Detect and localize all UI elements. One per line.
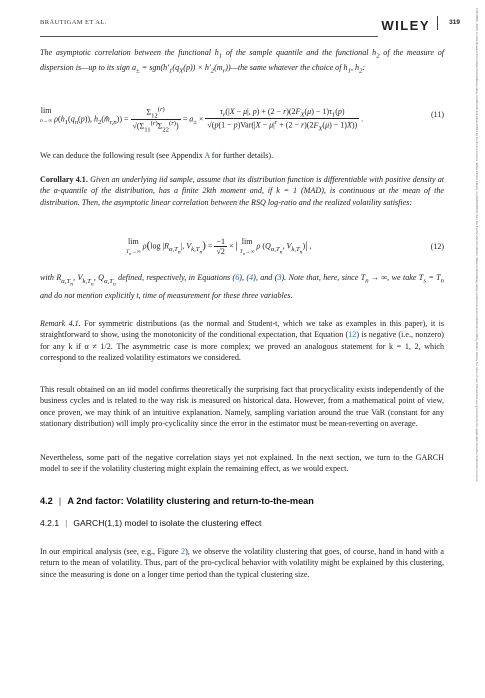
header-rule bbox=[40, 36, 378, 37]
corollary-text: Given an underlying iid sample, assume that its distribution function is differentiable with positive density at the α-quantile of the distribution, has a finite 2kth moment and, if k = 1 (MAD), is continuous at the mean of the distribution. Then, the asymptotic linear correlation between the RSQ log-ratio and the realized volatility satisfies: bbox=[40, 175, 445, 207]
intro-paragraph: The asymptotic correlation between the functional $h_1$ of the sample quantile and the functional $h_2$ of the measure of dispersion is—up to its sign $a_\pm = sgn(h'_1(q_X(p))$ × $h'_2(m_r))—the$ same whatever the choice of $h_1$, $h_2$: bbox=[40, 48, 444, 75]
equation-ref-6[interactable]: 6 bbox=[235, 273, 240, 282]
appendix-link[interactable]: A bbox=[204, 151, 210, 160]
equation-ref-3[interactable]: 3 bbox=[277, 273, 282, 282]
paragraph-empirical-analysis: In our empirical analysis (see, e.g., Figure 2), we observe the volatility clustering that goes, of course, hand in hand with a return to the mean of volatility. Thus, part of the pro-cyclical behavior with volatility might be explained by this clustering, since the measuring is done on a longer time period than the typical clustering size. bbox=[40, 547, 444, 579]
deduce-paragraph: We can deduce the following result (see Appendix A for further details). bbox=[40, 151, 274, 160]
page-header bbox=[40, 16, 460, 36]
page-number: 319 bbox=[449, 19, 460, 26]
remark-label: Remark 4.1. bbox=[40, 319, 81, 328]
remark-4-1: Remark 4.1. For symmetric distributions (as the normal and Student-t, which we take as examples in this paper), it is straightforward to show, using the monotonicity of the conditional expectation, that Equation (12) is negative (i.e., nonzero) for any k if α ≠ 1/2. The asymmetric case is more complex; we proved an analogous statement for k = 1, 2, which correspond to the realized volatility estimators we considered. bbox=[40, 319, 444, 362]
equation-number-11: (11) bbox=[430, 110, 444, 119]
definitions-paragraph: with $R_{\alpha,T_n}$, $V_{k,T_n}$, $Q_{\alpha,T_n}$ defined, respectively, in Equations (6), (4), and (3). Note that, here, since $T_n$ → ∞, we take $T_s = T_n$ and do not mention explicitly t, time of measurement for these three variables. bbox=[40, 273, 445, 301]
equation-12: lim $T_n\to\infty$ ρ(log $|R_{\alpha,T_n}|$, $V_{k,T_n}$) = $\frac{-1}{√2}$ × | lim $T_n\to\infty$ ρ ($Q_{\alpha,T_n}$, $V_{k,T_n})|$ , (12) bbox=[126, 237, 444, 257]
download-note-sidebar bbox=[470, 8, 480, 690]
figure-ref-2[interactable]: 2 bbox=[181, 547, 186, 556]
publisher-logo: WILEY bbox=[381, 18, 430, 33]
equation-number-12: (12) bbox=[430, 242, 444, 251]
download-note-text: 14679892, 2023, 2, Downloaded from https://onlinelibrary.wiley.com/doi/10.1111/jtsa.12661 by Cochrane France, Wiley Online Library on [20/02/2023]. See the Terms and Conditions (https://onlinelibrary.wiley.com/terms-and-conditions) on Wiley Online Library for rules of use; OA articles are governed by the applicable Creative Commons License bbox=[475, 8, 479, 482]
equation-11: lim n→∞ $\rho(h_1(q_n(p))$, $h_2(m̂_{r,n})$) = $\frac{\Sigma_{12}^{(r)}}{√(\Sigma_{11}^{(r)}\Sigma_{22}^{(r)})}$ = $a_\pm$ × $\frac{\tau_r(|X - \mu|, p) + (2 - r)(2F_X(\mu) - 1)\tau_1(p)}{√(p(1 - p)Var(|X - \mu|^r + (2 - r)(2F_X(\mu) - 1)X))}$ . (11) bbox=[40, 106, 444, 134]
header-divider bbox=[437, 16, 438, 30]
paragraph-iid-model: This result obtained on an iid model confirms theoretically the surprising fact that procyclicality exists independently of the business cycles and is related to the way risk is measured on historical data. However, from a mathematical point of view, once proven, we may think of an intuitive explanation. Namely, sampling variation around the true VaR (constant for any stationary distribution) will imply pro-cyclicality since the error in the estimator must be mean-reverting on average. bbox=[40, 385, 444, 428]
paragraph-garch-transition: Nevertheless, some part of the negative correlation stays yet not explained. In the next section, we turn to the GARCH model to see if the volatility clustering might explain the remaining effect, as we would expect. bbox=[40, 453, 444, 474]
section-heading-4-2: 4.2 | A 2nd factor: Volatility clustering and return-to-the-mean bbox=[40, 496, 314, 506]
section-heading-4-2-1: 4.2.1 | GARCH(1,1) model to isolate the clustering effect bbox=[40, 518, 262, 528]
equation-ref-4[interactable]: 4 bbox=[249, 273, 254, 282]
running-head-authors: BRÄUTIGAM ET AL. bbox=[40, 19, 107, 26]
equation-ref-12[interactable]: 12 bbox=[348, 330, 357, 340]
corollary-label: Corollary 4.1. bbox=[40, 175, 88, 184]
corollary-4-1 bbox=[40, 174, 444, 208]
